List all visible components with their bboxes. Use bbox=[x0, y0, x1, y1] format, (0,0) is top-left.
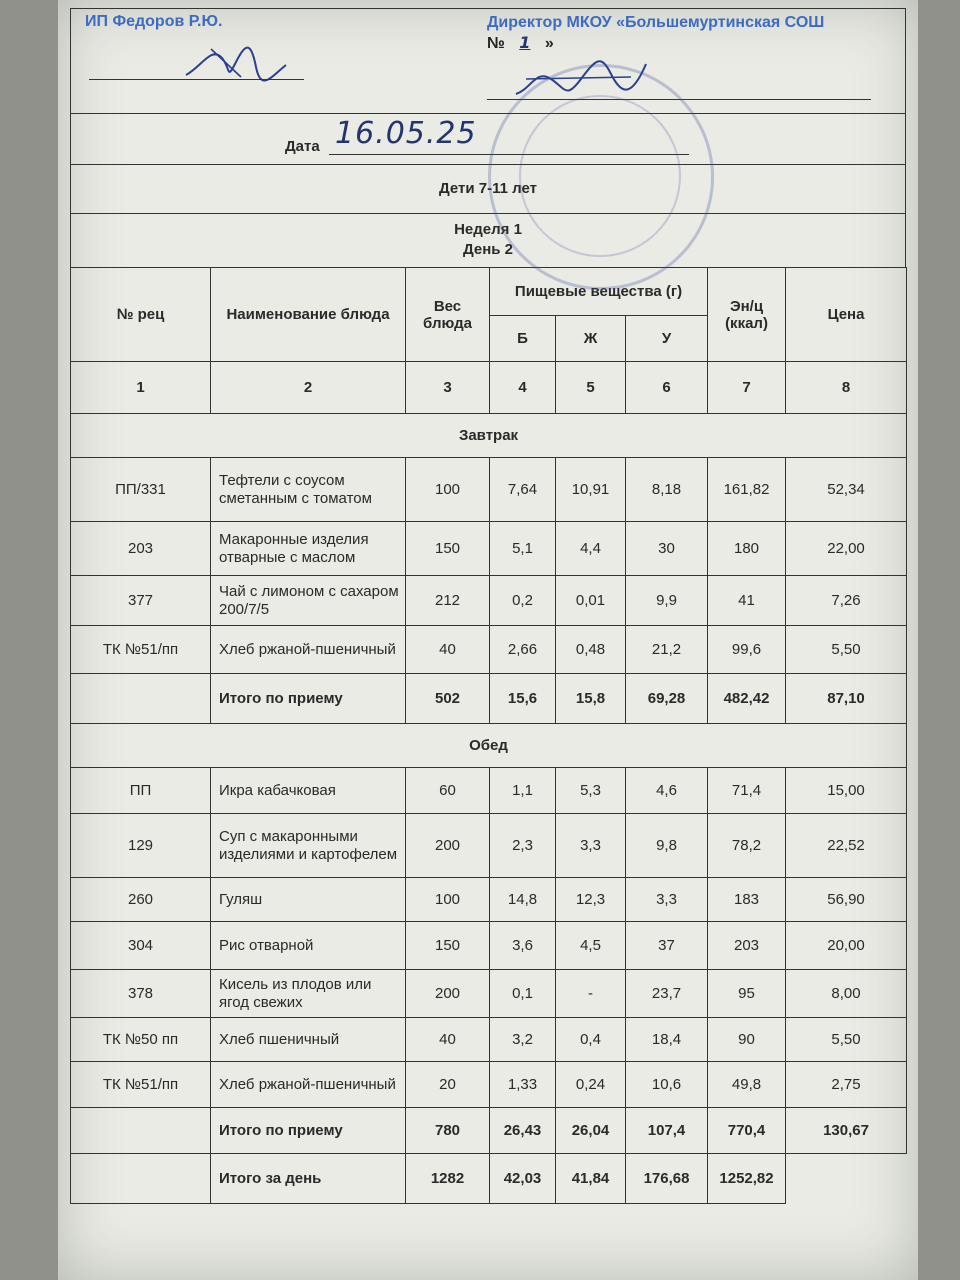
carb-cell: 23,7 bbox=[626, 970, 708, 1018]
carb-cell: 176,68 bbox=[626, 1154, 708, 1204]
recipe-cell: 260 bbox=[71, 878, 211, 922]
col-b: Б bbox=[490, 316, 556, 362]
supplier-sign-line bbox=[89, 79, 304, 80]
fat-cell: 41,84 bbox=[556, 1154, 626, 1204]
energy-cell: 49,8 bbox=[708, 1062, 786, 1108]
weight-cell: 100 bbox=[406, 878, 490, 922]
weight-cell: 200 bbox=[406, 814, 490, 878]
col-zh: Ж bbox=[556, 316, 626, 362]
energy-cell: 203 bbox=[708, 922, 786, 970]
price-cell: 2,75 bbox=[786, 1062, 907, 1108]
order-number-prefix: № bbox=[487, 35, 505, 52]
menu-document bbox=[70, 8, 906, 1204]
round-stamp-icon bbox=[488, 64, 714, 290]
energy-cell: 180 bbox=[708, 522, 786, 576]
empty-cell bbox=[71, 1154, 211, 1204]
column-number: 1 bbox=[71, 362, 211, 414]
fat-cell: 0,24 bbox=[556, 1062, 626, 1108]
total-label-cell: Итого за день bbox=[211, 1154, 406, 1204]
weight-cell: 60 bbox=[406, 768, 490, 814]
director-title-text: Директор МКОУ «Большемуртинская СОШ bbox=[487, 14, 825, 31]
col-u: У bbox=[626, 316, 708, 362]
dish-name-cell: Тефтели с соусом сметанным с томатом bbox=[211, 458, 406, 522]
menu-table bbox=[70, 267, 907, 1204]
carb-cell: 4,6 bbox=[626, 768, 708, 814]
supplier-name: ИП Федоров Р.Ю. bbox=[85, 13, 223, 30]
weight-cell: 1282 bbox=[406, 1154, 490, 1204]
carb-cell: 21,2 bbox=[626, 626, 708, 674]
protein-cell: 0,2 bbox=[490, 576, 556, 626]
fat-cell: 4,5 bbox=[556, 922, 626, 970]
column-number: 2 bbox=[211, 362, 406, 414]
col-energy: Эн/ц (ккал) bbox=[708, 268, 786, 362]
price-cell: 87,10 bbox=[786, 674, 907, 724]
order-number-suffix: » bbox=[544, 35, 554, 52]
breakfast-title: Завтрак bbox=[71, 414, 907, 458]
recipe-cell: 377 bbox=[71, 576, 211, 626]
lunch-title: Обед bbox=[71, 724, 907, 768]
protein-cell: 15,6 bbox=[490, 674, 556, 724]
column-numbers-row bbox=[71, 362, 907, 414]
dish-name-cell: Кисель из плодов или ягод свежих bbox=[211, 970, 406, 1018]
energy-cell: 41 bbox=[708, 576, 786, 626]
fat-cell: - bbox=[556, 970, 626, 1018]
carb-cell: 107,4 bbox=[626, 1108, 708, 1154]
dish-name-cell: Гуляш bbox=[211, 878, 406, 922]
column-number: 5 bbox=[556, 362, 626, 414]
col-weight: Вес блюда bbox=[406, 268, 490, 362]
recipe-cell: ПП/331 bbox=[71, 458, 211, 522]
dish-name-cell: Хлеб ржаной-пшеничный bbox=[211, 1062, 406, 1108]
carb-cell: 8,18 bbox=[626, 458, 708, 522]
protein-cell: 3,2 bbox=[490, 1018, 556, 1062]
total-label-cell: Итого по приему bbox=[211, 674, 406, 724]
protein-cell: 14,8 bbox=[490, 878, 556, 922]
price-cell: 22,52 bbox=[786, 814, 907, 878]
price-cell: 20,00 bbox=[786, 922, 907, 970]
table-row bbox=[71, 922, 907, 970]
recipe-cell: 129 bbox=[71, 814, 211, 878]
dish-name-cell: Суп с макаронными изделиями и картофелем bbox=[211, 814, 406, 878]
protein-cell: 42,03 bbox=[490, 1154, 556, 1204]
recipe-cell: ТК №51/пп bbox=[71, 1062, 211, 1108]
dish-name-cell: Икра кабачковая bbox=[211, 768, 406, 814]
table-row bbox=[71, 1018, 907, 1062]
table-row bbox=[71, 626, 907, 674]
price-cell: 5,50 bbox=[786, 1018, 907, 1062]
price-cell: 130,67 bbox=[786, 1108, 907, 1154]
weight-cell: 20 bbox=[406, 1062, 490, 1108]
protein-cell: 2,3 bbox=[490, 814, 556, 878]
table-row bbox=[71, 576, 907, 626]
carb-cell: 30 bbox=[626, 522, 708, 576]
fat-cell: 4,4 bbox=[556, 522, 626, 576]
energy-cell: 95 bbox=[708, 970, 786, 1018]
price-cell bbox=[786, 1154, 907, 1204]
weight-cell: 150 bbox=[406, 922, 490, 970]
recipe-cell: 203 bbox=[71, 522, 211, 576]
protein-cell: 1,1 bbox=[490, 768, 556, 814]
dish-name-cell: Хлеб ржаной-пшеничный bbox=[211, 626, 406, 674]
fat-cell: 5,3 bbox=[556, 768, 626, 814]
col-nutrients: Пищевые вещества (г) bbox=[490, 268, 708, 316]
dish-name-cell: Макаронные изделия отварные с маслом bbox=[211, 522, 406, 576]
day-total-row bbox=[71, 1154, 907, 1204]
date-row bbox=[70, 113, 906, 164]
protein-cell: 5,1 bbox=[490, 522, 556, 576]
protein-cell: 3,6 bbox=[490, 922, 556, 970]
energy-cell: 770,4 bbox=[708, 1108, 786, 1154]
column-number: 8 bbox=[786, 362, 907, 414]
weight-cell: 100 bbox=[406, 458, 490, 522]
breakfast-section-row bbox=[71, 414, 907, 458]
column-number: 4 bbox=[490, 362, 556, 414]
carb-cell: 10,6 bbox=[626, 1062, 708, 1108]
protein-cell: 1,33 bbox=[490, 1062, 556, 1108]
fat-cell: 10,91 bbox=[556, 458, 626, 522]
table-row bbox=[71, 970, 907, 1018]
fat-cell: 0,4 bbox=[556, 1018, 626, 1062]
table-row bbox=[71, 1062, 907, 1108]
header-row-1 bbox=[71, 268, 907, 316]
col-recipe: № рец bbox=[71, 268, 211, 362]
total-label-cell: Итого по приему bbox=[211, 1108, 406, 1154]
table-row bbox=[71, 878, 907, 922]
empty-cell bbox=[71, 674, 211, 724]
protein-cell: 26,43 bbox=[490, 1108, 556, 1154]
price-cell: 8,00 bbox=[786, 970, 907, 1018]
protein-cell: 0,1 bbox=[490, 970, 556, 1018]
weight-cell: 150 bbox=[406, 522, 490, 576]
carb-cell: 9,8 bbox=[626, 814, 708, 878]
recipe-cell: 378 bbox=[71, 970, 211, 1018]
weight-cell: 40 bbox=[406, 1018, 490, 1062]
protein-cell: 7,64 bbox=[490, 458, 556, 522]
column-number: 3 bbox=[406, 362, 490, 414]
breakfast-total-row bbox=[71, 674, 907, 724]
date-label: Дата bbox=[285, 138, 320, 155]
carb-cell: 69,28 bbox=[626, 674, 708, 724]
recipe-cell: ПП bbox=[71, 768, 211, 814]
price-cell: 56,90 bbox=[786, 878, 907, 922]
age-group-row: Дети 7-11 лет bbox=[70, 164, 906, 213]
table-row bbox=[71, 814, 907, 878]
energy-cell: 1252,82 bbox=[708, 1154, 786, 1204]
recipe-cell: ТК №51/пп bbox=[71, 626, 211, 674]
energy-cell: 99,6 bbox=[708, 626, 786, 674]
dish-name-cell: Чай с лимоном с сахаром 200/7/5 bbox=[211, 576, 406, 626]
day-label: День 2 bbox=[462, 241, 513, 258]
table-row bbox=[71, 458, 907, 522]
energy-cell: 161,82 bbox=[708, 458, 786, 522]
dish-name-cell: Рис отварной bbox=[211, 922, 406, 970]
energy-cell: 90 bbox=[708, 1018, 786, 1062]
carb-cell: 3,3 bbox=[626, 878, 708, 922]
table-row bbox=[71, 768, 907, 814]
weight-cell: 212 bbox=[406, 576, 490, 626]
empty-cell bbox=[71, 1108, 211, 1154]
weight-cell: 200 bbox=[406, 970, 490, 1018]
fat-cell: 0,48 bbox=[556, 626, 626, 674]
fat-cell: 0,01 bbox=[556, 576, 626, 626]
lunch-section-row bbox=[71, 724, 907, 768]
fat-cell: 3,3 bbox=[556, 814, 626, 878]
protein-cell: 2,66 bbox=[490, 626, 556, 674]
dish-name-cell: Хлеб пшеничный bbox=[211, 1018, 406, 1062]
weight-cell: 40 bbox=[406, 626, 490, 674]
approval-header bbox=[70, 8, 906, 113]
recipe-cell: 304 bbox=[71, 922, 211, 970]
price-cell: 52,34 bbox=[786, 458, 907, 522]
fat-cell: 15,8 bbox=[556, 674, 626, 724]
energy-cell: 78,2 bbox=[708, 814, 786, 878]
carb-cell: 37 bbox=[626, 922, 708, 970]
column-number: 7 bbox=[708, 362, 786, 414]
carb-cell: 9,9 bbox=[626, 576, 708, 626]
carb-cell: 18,4 bbox=[626, 1018, 708, 1062]
lunch-total-row bbox=[71, 1108, 907, 1154]
column-number: 6 bbox=[626, 362, 708, 414]
energy-cell: 71,4 bbox=[708, 768, 786, 814]
energy-cell: 183 bbox=[708, 878, 786, 922]
fat-cell: 26,04 bbox=[556, 1108, 626, 1154]
table-row bbox=[71, 522, 907, 576]
price-cell: 22,00 bbox=[786, 522, 907, 576]
fat-cell: 12,3 bbox=[556, 878, 626, 922]
recipe-cell: ТК №50 пп bbox=[71, 1018, 211, 1062]
date-value: 16.05.25 bbox=[335, 116, 477, 151]
weight-cell: 502 bbox=[406, 674, 490, 724]
price-cell: 15,00 bbox=[786, 768, 907, 814]
energy-cell: 482,42 bbox=[708, 674, 786, 724]
week-day-row bbox=[70, 213, 906, 267]
director-title bbox=[487, 13, 887, 54]
price-cell: 5,50 bbox=[786, 626, 907, 674]
week-label: Неделя 1 bbox=[454, 221, 522, 238]
order-number-value: 1 bbox=[519, 33, 531, 52]
price-cell: 7,26 bbox=[786, 576, 907, 626]
col-name: Наименование блюда bbox=[211, 268, 406, 362]
col-price: Цена bbox=[786, 268, 907, 362]
weight-cell: 780 bbox=[406, 1108, 490, 1154]
